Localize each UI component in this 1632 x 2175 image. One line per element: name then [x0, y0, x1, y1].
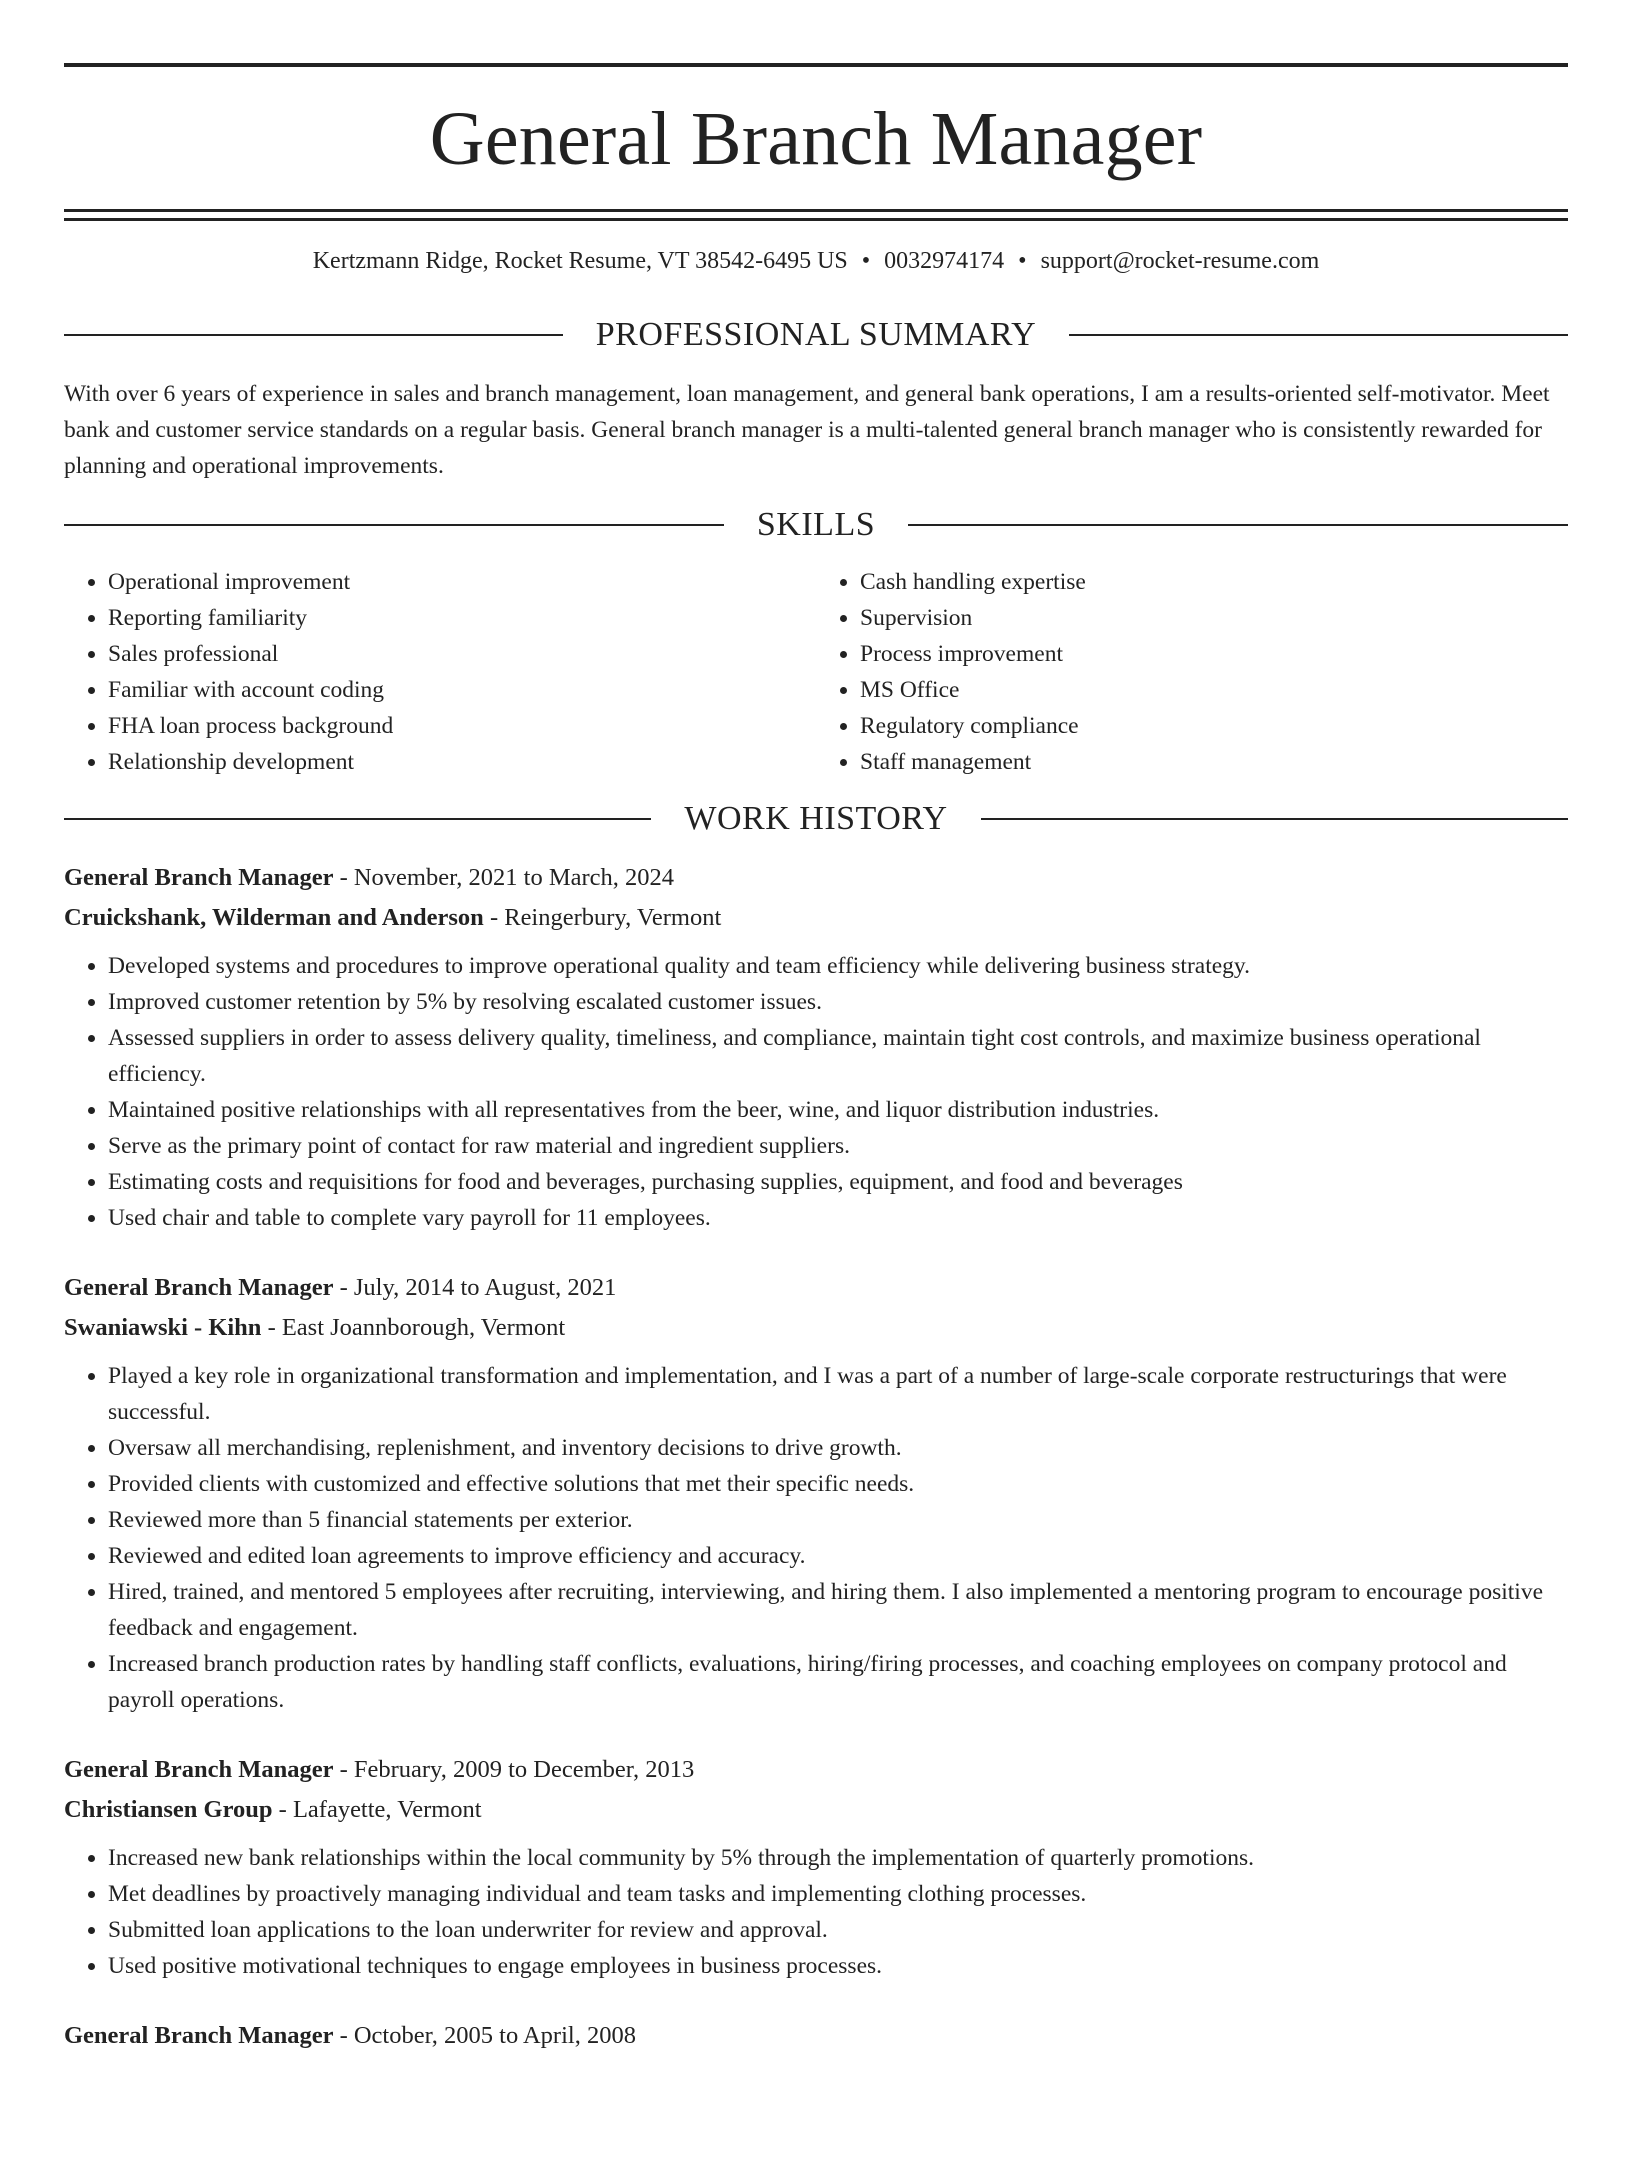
section-heading-skills [64, 505, 1568, 543]
skills-column-left [64, 564, 816, 780]
job-bullet: • Hired, trained, and mentored 5 employees after recruiting, interviewing, and hiring them. I also implemented a mentoring program to encourage positive feedback and engagement. [108, 1574, 1568, 1646]
skill-item: • Relationship development [108, 744, 816, 780]
job-bullet: • Met deadlines by proactively managing individual and team tasks and implementing clothing processes. [108, 1876, 1568, 1912]
job-dates: - November, 2021 to March, 2024 [333, 863, 675, 891]
skill-item: • FHA loan process background [108, 708, 816, 744]
resume-name: General Branch Manager [429, 97, 1203, 181]
job-bullet: • Maintained positive relationships with all representatives from the beer, wine, and liquor distribution industries. [108, 1092, 1568, 1128]
job-bullet: • Oversaw all merchandising, replenishment, and inventory decisions to drive growth. [108, 1430, 1568, 1466]
skill-item: • Staff management [860, 744, 1568, 780]
job-title-line [64, 858, 1568, 898]
contact-line [64, 247, 1568, 276]
skill-item: • Sales professional [108, 636, 816, 672]
job-bullet: • Reviewed more than 5 financial statements per exterior. [108, 1502, 1568, 1538]
job-company-line [64, 898, 1568, 938]
job-location: - East Joannborough, Vermont [261, 1313, 566, 1341]
job-bullet: • Assessed suppliers in order to assess delivery quality, timeliness, and compliance, maintain tight cost controls, and maximize business operational efficiency. [108, 1020, 1568, 1092]
job-bullet: • Submitted loan applications to the loan underwriter for review and approval. [108, 1912, 1568, 1948]
section-title: SKILLS [756, 505, 876, 543]
job-title-line [64, 1268, 1568, 1308]
contact-separator: • [1018, 248, 1027, 274]
job-location: - Lafayette, Vermont [272, 1795, 482, 1823]
contact-separator: • [861, 248, 871, 274]
job-title-line [64, 2016, 1568, 2056]
section-title: WORK HISTORY [684, 799, 948, 837]
job-bullet: • Used positive motivational techniques to engage employees in business processes. [108, 1948, 1568, 1984]
job-title: General Branch Manager [64, 1273, 334, 1301]
job-bullet: • Played a key role in organizational transformation and implementation, and I was a part of a number of large-scale corporate restructurings that were successful. [108, 1358, 1568, 1430]
job-bullets [64, 1358, 1568, 1718]
skill-item: • Cash handling expertise [860, 564, 1568, 600]
job-bullet: • Improved customer retention by 5% by resolving escalated customer issues. [108, 984, 1568, 1020]
skill-item: • Regulatory compliance [860, 708, 1568, 744]
job-title: General Branch Manager [64, 1755, 334, 1783]
job-entry [64, 858, 1568, 1236]
job-bullet: • Used chair and table to complete vary payroll for 11 employees. [108, 1200, 1568, 1236]
section-heading-summary [64, 315, 1568, 353]
skills-column-right [816, 564, 1568, 780]
job-title: General Branch Manager [64, 2021, 334, 2049]
top-rule [64, 63, 1568, 67]
section-title: PROFESSIONAL SUMMARY [595, 315, 1037, 353]
job-location: - Reingerbury, Vermont [483, 903, 722, 931]
skill-item: • MS Office [860, 672, 1568, 708]
header-double-rule [64, 209, 1568, 221]
skill-item: • Familiar with account coding [108, 672, 816, 708]
job-bullet: • Developed systems and procedures to improve operational quality and team efficiency while delivering business strategy. [108, 948, 1568, 984]
section-heading-work-history [64, 799, 1568, 837]
job-bullet: • Increased new bank relationships within the local community by 5% through the implementation of quarterly promotions. [108, 1840, 1568, 1876]
contact-email[interactable]: support@rocket-resume.com [1040, 248, 1320, 274]
job-company: Cruickshank, Wilderman and Anderson [64, 903, 484, 931]
job-title: General Branch Manager [64, 863, 334, 891]
contact-address: Kertzmann Ridge, Rocket Resume, VT 38542-6495 US [312, 248, 848, 274]
job-bullet: • Increased branch production rates by handling staff conflicts, evaluations, hiring/firing processes, and coaching employees on company protocol and payroll operations. [108, 1646, 1568, 1718]
job-bullet: • Provided clients with customized and effective solutions that met their specific needs. [108, 1466, 1568, 1502]
resume-page [0, 63, 1632, 2175]
job-entry [64, 1750, 1568, 1984]
job-dates: - July, 2014 to August, 2021 [333, 1273, 617, 1301]
skill-item: • Reporting familiarity [108, 600, 816, 636]
contact-phone: 0032974174 [884, 248, 1005, 274]
skill-item: • Operational improvement [108, 564, 816, 600]
job-entry [64, 2016, 1568, 2056]
job-dates: - October, 2005 to April, 2008 [333, 2021, 636, 2049]
job-company: Swaniawski - Kihn [64, 1313, 262, 1341]
job-entry [64, 1268, 1568, 1718]
skill-item: • Process improvement [860, 636, 1568, 672]
job-company-line [64, 1790, 1568, 1830]
job-bullet: • Estimating costs and requisitions for food and beverages, purchasing supplies, equipment, and food and beverages [108, 1164, 1568, 1200]
job-dates: - February, 2009 to December, 2013 [333, 1755, 695, 1783]
job-bullets [64, 948, 1568, 1236]
skills-list [64, 564, 1568, 780]
skill-item: • Supervision [860, 600, 1568, 636]
job-title-line [64, 1750, 1568, 1790]
job-bullet: • Serve as the primary point of contact for raw material and ingredient suppliers. [108, 1128, 1568, 1164]
job-company-line [64, 1308, 1568, 1348]
professional-summary: With over 6 years of experience in sales and branch management, loan management, and general bank operations, I am a results-oriented self-motivator. Meet bank and customer service standards on a regular basis. General branch manager is a multi-talented general branch manager who is consistently rewarded for planning and operational improvements. [64, 380, 1550, 479]
job-bullet: • Reviewed and edited loan agreements to improve efficiency and accuracy. [108, 1538, 1568, 1574]
job-bullets [64, 1840, 1568, 1984]
job-company: Christiansen Group [64, 1795, 273, 1823]
